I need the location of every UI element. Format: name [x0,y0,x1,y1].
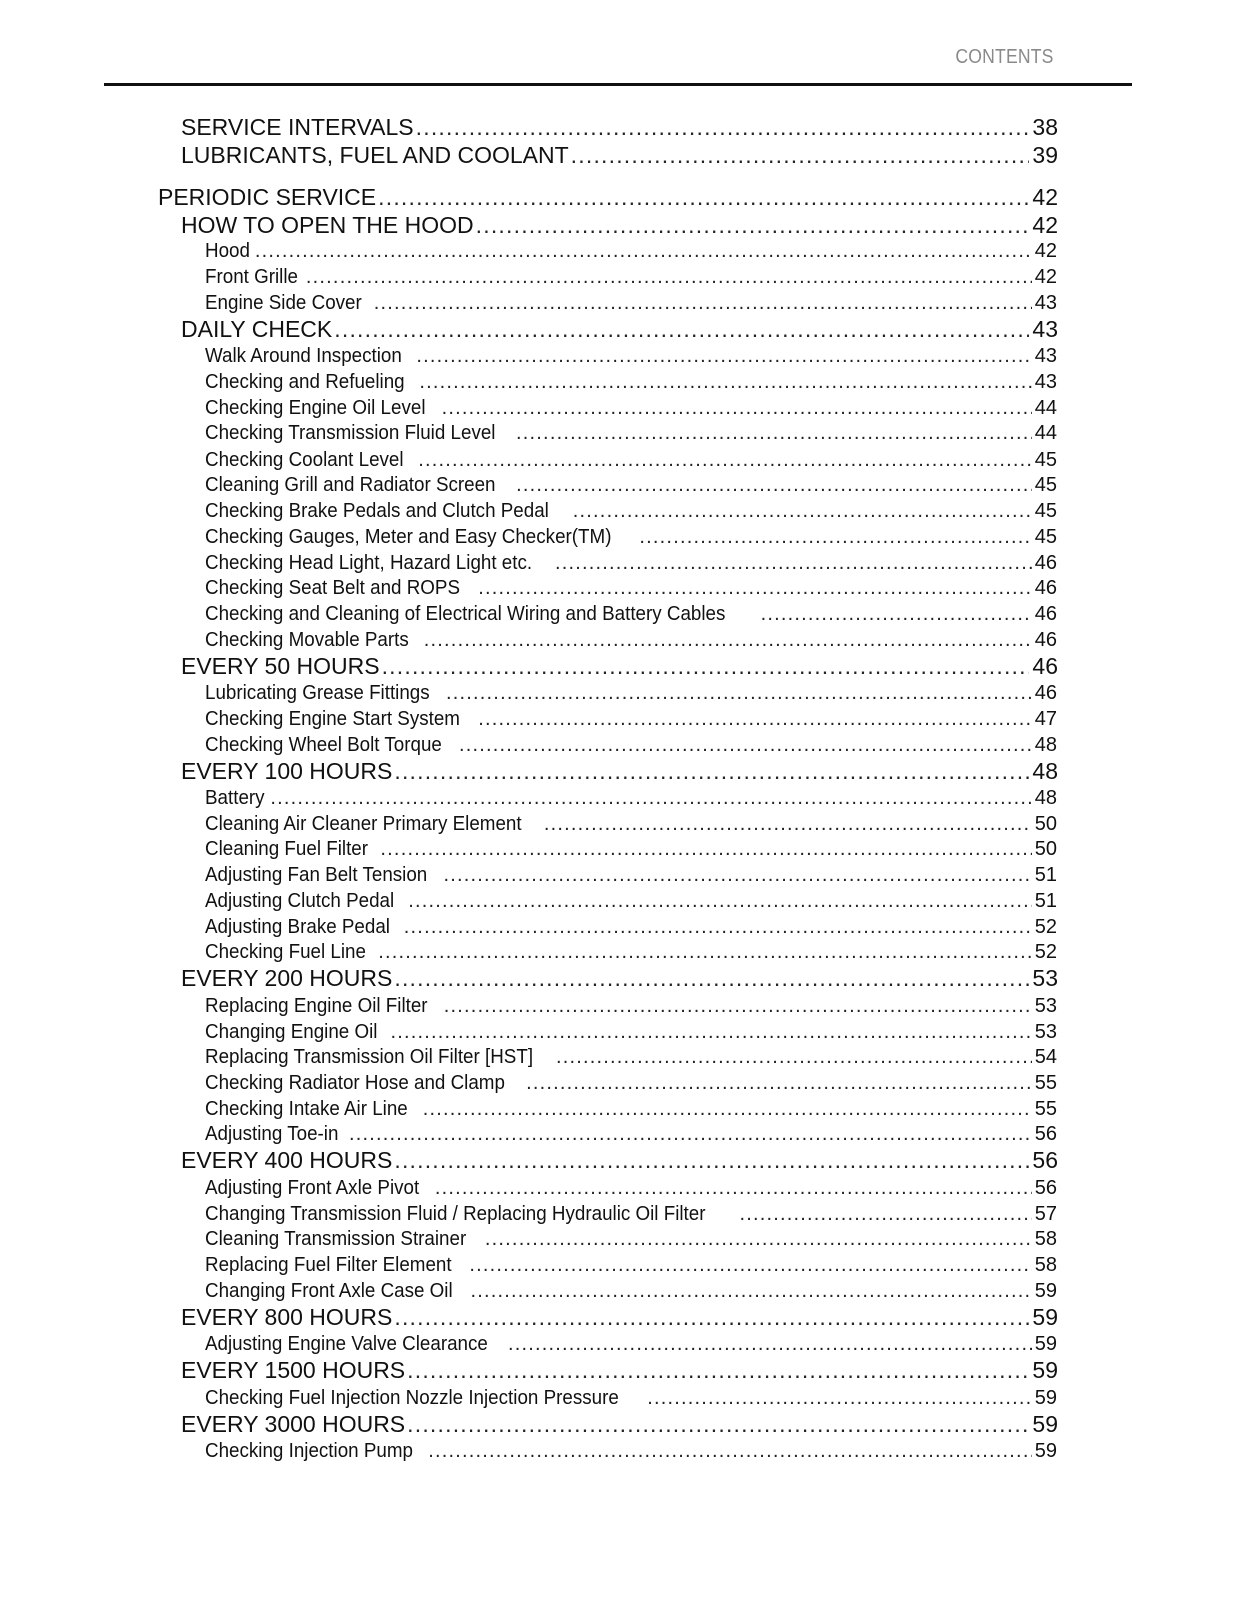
toc-entry-title: Adjusting Fan Belt Tension [205,864,428,886]
dot-leader [639,526,1031,549]
toc-entry-page: 59 [1034,1280,1057,1302]
toc-entry-title: Checking and Refueling [205,371,405,393]
toc-entry-title: Adjusting Front Axle Pivot [205,1177,420,1199]
toc-section[interactable] [181,653,1058,680]
dot-leader [380,838,1031,861]
toc-entry-title: EVERY 800 HOURS [181,1304,393,1330]
toc-entry-title: DAILY CHECK [181,316,333,342]
toc-entry-page: 46 [1034,552,1057,574]
toc-section[interactable] [181,965,1058,992]
toc-entry-title: Front Grille [205,266,298,288]
toc-entry-title: Checking Head Light, Hazard Light etc. [205,552,533,574]
toc-entry-page: 48 [1034,734,1057,756]
dot-leader [555,552,1032,575]
toc-entry-title: Adjusting Engine Valve Clearance [205,1333,488,1355]
dot-leader [394,1304,1029,1331]
dot-leader [459,734,1032,757]
toc-entry-page: 50 [1034,813,1057,835]
toc-subsection[interactable] [205,292,1057,315]
dot-leader [416,114,1030,141]
toc-subsection[interactable] [205,916,1057,939]
toc-entry-title: HOW TO OPEN THE HOOD [181,212,474,238]
toc-subsection[interactable] [205,1098,1057,1121]
toc-entry-title: Checking Brake Pedals and Clutch Pedal [205,500,549,522]
toc-entry-title: Checking Gauges, Meter and Easy Checker(TM) [205,526,612,548]
dot-leader [334,316,1029,343]
dot-leader [416,345,1031,368]
toc-entry-title: SERVICE INTERVALS [181,114,414,140]
toc-entry-page: 42 [1032,184,1058,210]
toc-section[interactable] [181,142,1058,169]
dot-leader [478,577,1031,600]
toc-subsection[interactable] [205,526,1057,549]
toc-entry-title: LUBRICANTS, FUEL AND COOLANT [181,142,569,168]
toc-entry-page: 44 [1034,397,1057,419]
dot-leader [424,629,1032,652]
toc-subsection[interactable] [205,1333,1057,1356]
toc-entry-page: 46 [1034,577,1057,599]
toc-entry-title: Engine Side Cover [205,292,362,314]
toc-subsection[interactable] [205,266,1057,289]
toc-entry-page: 46 [1034,682,1057,704]
toc-entry-title: Changing Engine Oil [205,1021,378,1043]
toc-subsection[interactable] [205,1440,1057,1463]
toc-entry-page: 52 [1034,916,1057,938]
toc-subsection[interactable] [205,1203,1057,1226]
toc-subsection[interactable] [205,838,1057,861]
dot-leader [516,474,1032,497]
dot-leader [428,1440,1032,1463]
toc-entry-page: 45 [1034,449,1057,471]
dot-leader [526,1072,1032,1095]
dot-leader [418,449,1032,472]
dot-leader [739,1203,1031,1226]
toc-subsection[interactable] [205,787,1057,810]
toc-subsection[interactable] [205,734,1057,757]
toc-entry-title: Cleaning Air Cleaner Primary Element [205,813,522,835]
dot-leader [404,916,1032,939]
toc-entry-title: Adjusting Toe-in [205,1123,339,1145]
toc-entry-title: Checking Transmission Fluid Level [205,422,496,444]
dot-leader [407,1357,1029,1384]
toc-entry-page: 53 [1034,1021,1057,1043]
toc-entry-title: Adjusting Clutch Pedal [205,890,395,912]
toc-subsection[interactable] [205,397,1057,420]
toc-subsection[interactable] [205,995,1057,1018]
toc-subsection[interactable] [205,813,1057,836]
toc-entry-page: 59 [1032,1357,1058,1383]
dot-leader [556,1046,1032,1069]
toc-entry-page: 48 [1032,758,1058,784]
toc-entry-page: 45 [1034,500,1057,522]
toc-entry-title: Checking Intake Air Line [205,1098,408,1120]
dot-leader [469,1254,1031,1277]
toc-section[interactable] [181,1147,1058,1174]
toc-entry-title: Changing Front Axle Case Oil [205,1280,453,1302]
toc-subsection[interactable] [205,1123,1057,1146]
running-header: CONTENTS [955,46,1054,68]
toc-entry-page: 55 [1034,1098,1057,1120]
toc-entry-page: 58 [1034,1254,1057,1276]
toc-entry-title: EVERY 100 HOURS [181,758,393,784]
toc-entry-title: Cleaning Fuel Filter [205,838,369,860]
dot-leader [443,864,1031,887]
dot-leader [255,240,1032,263]
toc-entry-page: 47 [1034,708,1057,730]
toc-subsection[interactable] [205,500,1057,523]
toc-subsection[interactable] [205,1228,1057,1251]
dot-leader [374,292,1032,315]
toc-subsection[interactable] [205,474,1057,497]
toc-entry-page: 59 [1032,1411,1058,1437]
toc-section[interactable] [181,212,1058,239]
toc-subsection[interactable] [205,941,1057,964]
toc-entry-page: 52 [1034,941,1057,963]
dot-leader [761,603,1032,626]
toc-entry-page: 42 [1034,240,1057,262]
toc-subsection[interactable] [205,1072,1057,1095]
toc-entry-page: 43 [1034,292,1057,314]
dot-leader [476,212,1030,239]
toc-subsection[interactable] [205,629,1057,652]
toc-entry-page: 46 [1034,629,1057,651]
toc-subsection[interactable] [205,1046,1057,1069]
toc-entry-title: Checking Engine Oil Level [205,397,426,419]
toc-entry-page: 53 [1034,995,1057,1017]
toc-entry-title: Checking Wheel Bolt Torque [205,734,442,756]
dot-leader [270,787,1031,810]
dot-leader [442,397,1032,420]
toc-section[interactable] [181,114,1058,141]
dot-leader [446,682,1032,705]
toc-entry-title: Checking Engine Start System [205,708,460,730]
dot-leader [478,708,1032,731]
toc-subsection[interactable] [205,422,1057,445]
toc-entry-page: 56 [1032,1147,1058,1173]
toc-entry-title: Checking Fuel Injection Nozzle Injection Pressure [205,1387,619,1409]
toc-entry-page: 38 [1032,114,1058,140]
toc-subsection[interactable] [205,1177,1057,1200]
toc-subsection[interactable] [205,864,1057,887]
toc-entry-title: Replacing Fuel Filter Element [205,1254,452,1276]
toc-subsection[interactable] [205,345,1057,368]
toc-subsection[interactable] [205,1254,1057,1277]
toc-entry-title: Adjusting Brake Pedal [205,916,390,938]
dot-leader [544,813,1032,836]
toc-entry-title: Battery [205,787,265,809]
toc-section[interactable] [181,316,1058,343]
toc-entry-page: 59 [1032,1304,1058,1330]
toc-entry-title: Checking Seat Belt and ROPS [205,577,460,599]
toc-entry-page: 50 [1034,838,1057,860]
toc-entry-page: 43 [1034,345,1057,367]
toc-entry-title: Changing Transmission Fluid / Replacing Hydraulic Oil Filter [205,1203,706,1225]
toc-entry-page: 53 [1032,965,1058,991]
toc-subsection[interactable] [205,371,1057,394]
toc-entry-title: Cleaning Transmission Strainer [205,1228,467,1250]
toc-subsection[interactable] [205,577,1057,600]
dot-leader [419,371,1031,394]
dot-leader [394,758,1029,785]
dot-leader [435,1177,1032,1200]
toc-entry-page: 57 [1034,1203,1057,1225]
toc-entry-title: Walk Around Inspection [205,345,402,367]
toc-entry-page: 56 [1034,1177,1057,1199]
dot-leader [571,142,1030,169]
toc-entry-title: Checking Radiator Hose and Clamp [205,1072,505,1094]
toc-entry-title: Lubricating Grease Fittings [205,682,430,704]
toc-subsection[interactable] [205,1387,1057,1410]
dot-leader [306,266,1032,289]
toc-entry-page: 51 [1034,890,1057,912]
toc-subsection[interactable] [205,552,1057,575]
toc-entry-title: Checking Injection Pump [205,1440,413,1462]
header-divider [104,83,1132,86]
toc-entry-title: EVERY 200 HOURS [181,965,393,991]
toc-section[interactable] [181,1357,1058,1384]
dot-leader [423,1098,1032,1121]
toc-entry-page: 59 [1034,1333,1057,1355]
toc-entry-page: 42 [1034,266,1057,288]
toc-entry-page: 44 [1034,422,1057,444]
dot-leader [516,422,1032,445]
toc-subsection[interactable] [205,708,1057,731]
toc-entry-page: 39 [1032,142,1058,168]
toc-entry-page: 43 [1032,316,1058,342]
dot-leader [378,941,1032,964]
dot-leader [444,995,1032,1018]
toc-entry-page: 43 [1034,371,1057,393]
toc-section[interactable] [181,1304,1058,1331]
toc-entry-page: 48 [1034,787,1057,809]
toc-subsection[interactable] [205,240,1057,263]
dot-leader [394,1147,1029,1174]
toc-entry-page: 45 [1034,526,1057,548]
toc-entry-page: 59 [1034,1440,1057,1462]
toc-entry-title: EVERY 1500 HOURS [181,1357,406,1383]
dot-leader [390,1021,1031,1044]
toc-section[interactable] [181,1411,1058,1438]
toc-entry-title: Replacing Engine Oil Filter [205,995,428,1017]
dot-leader [647,1387,1032,1410]
toc-section[interactable] [181,758,1058,785]
dot-leader [382,653,1030,680]
toc-entry-title: Checking Coolant Level [205,449,404,471]
toc-entry-title: Checking Fuel Line [205,941,366,963]
toc-entry-title: EVERY 3000 HOURS [181,1411,406,1437]
toc-entry-title: EVERY 400 HOURS [181,1147,393,1173]
toc-entry-page: 56 [1034,1123,1057,1145]
dot-leader [394,965,1029,992]
toc-entry-page: 46 [1032,653,1058,679]
toc-entry-page: 59 [1034,1387,1057,1409]
dot-leader [573,500,1032,523]
toc-chapter[interactable] [158,184,1058,211]
toc-entry-page: 45 [1034,474,1057,496]
toc-subsection[interactable] [205,1280,1057,1303]
toc-entry-page: 58 [1034,1228,1057,1250]
dot-leader [407,1411,1029,1438]
toc-entry-title: Hood [205,240,250,262]
dot-leader [378,184,1029,211]
dot-leader [508,1333,1032,1356]
toc-entry-title: PERIODIC SERVICE [158,184,377,210]
toc-entry-title: Checking and Cleaning of Electrical Wiring and Battery Cables [205,603,726,625]
dot-leader [485,1228,1032,1251]
toc-entry-page: 46 [1034,603,1057,625]
toc-entry-page: 42 [1032,212,1058,238]
toc-subsection[interactable] [205,603,1057,626]
toc-subsection[interactable] [205,1021,1057,1044]
toc-entry-page: 54 [1034,1046,1057,1068]
toc-subsection[interactable] [205,682,1057,705]
dot-leader [349,1123,1032,1146]
toc-entry-title: Cleaning Grill and Radiator Screen [205,474,496,496]
toc-entry-title: Replacing Transmission Oil Filter [HST] [205,1046,534,1068]
toc-entry-title: Checking Movable Parts [205,629,409,651]
toc-subsection[interactable] [205,449,1057,472]
dot-leader [408,890,1032,913]
toc-entry-page: 55 [1034,1072,1057,1094]
toc-entry-title: EVERY 50 HOURS [181,653,380,679]
toc-entry-page: 51 [1034,864,1057,886]
dot-leader [470,1280,1031,1303]
toc-subsection[interactable] [205,890,1057,913]
